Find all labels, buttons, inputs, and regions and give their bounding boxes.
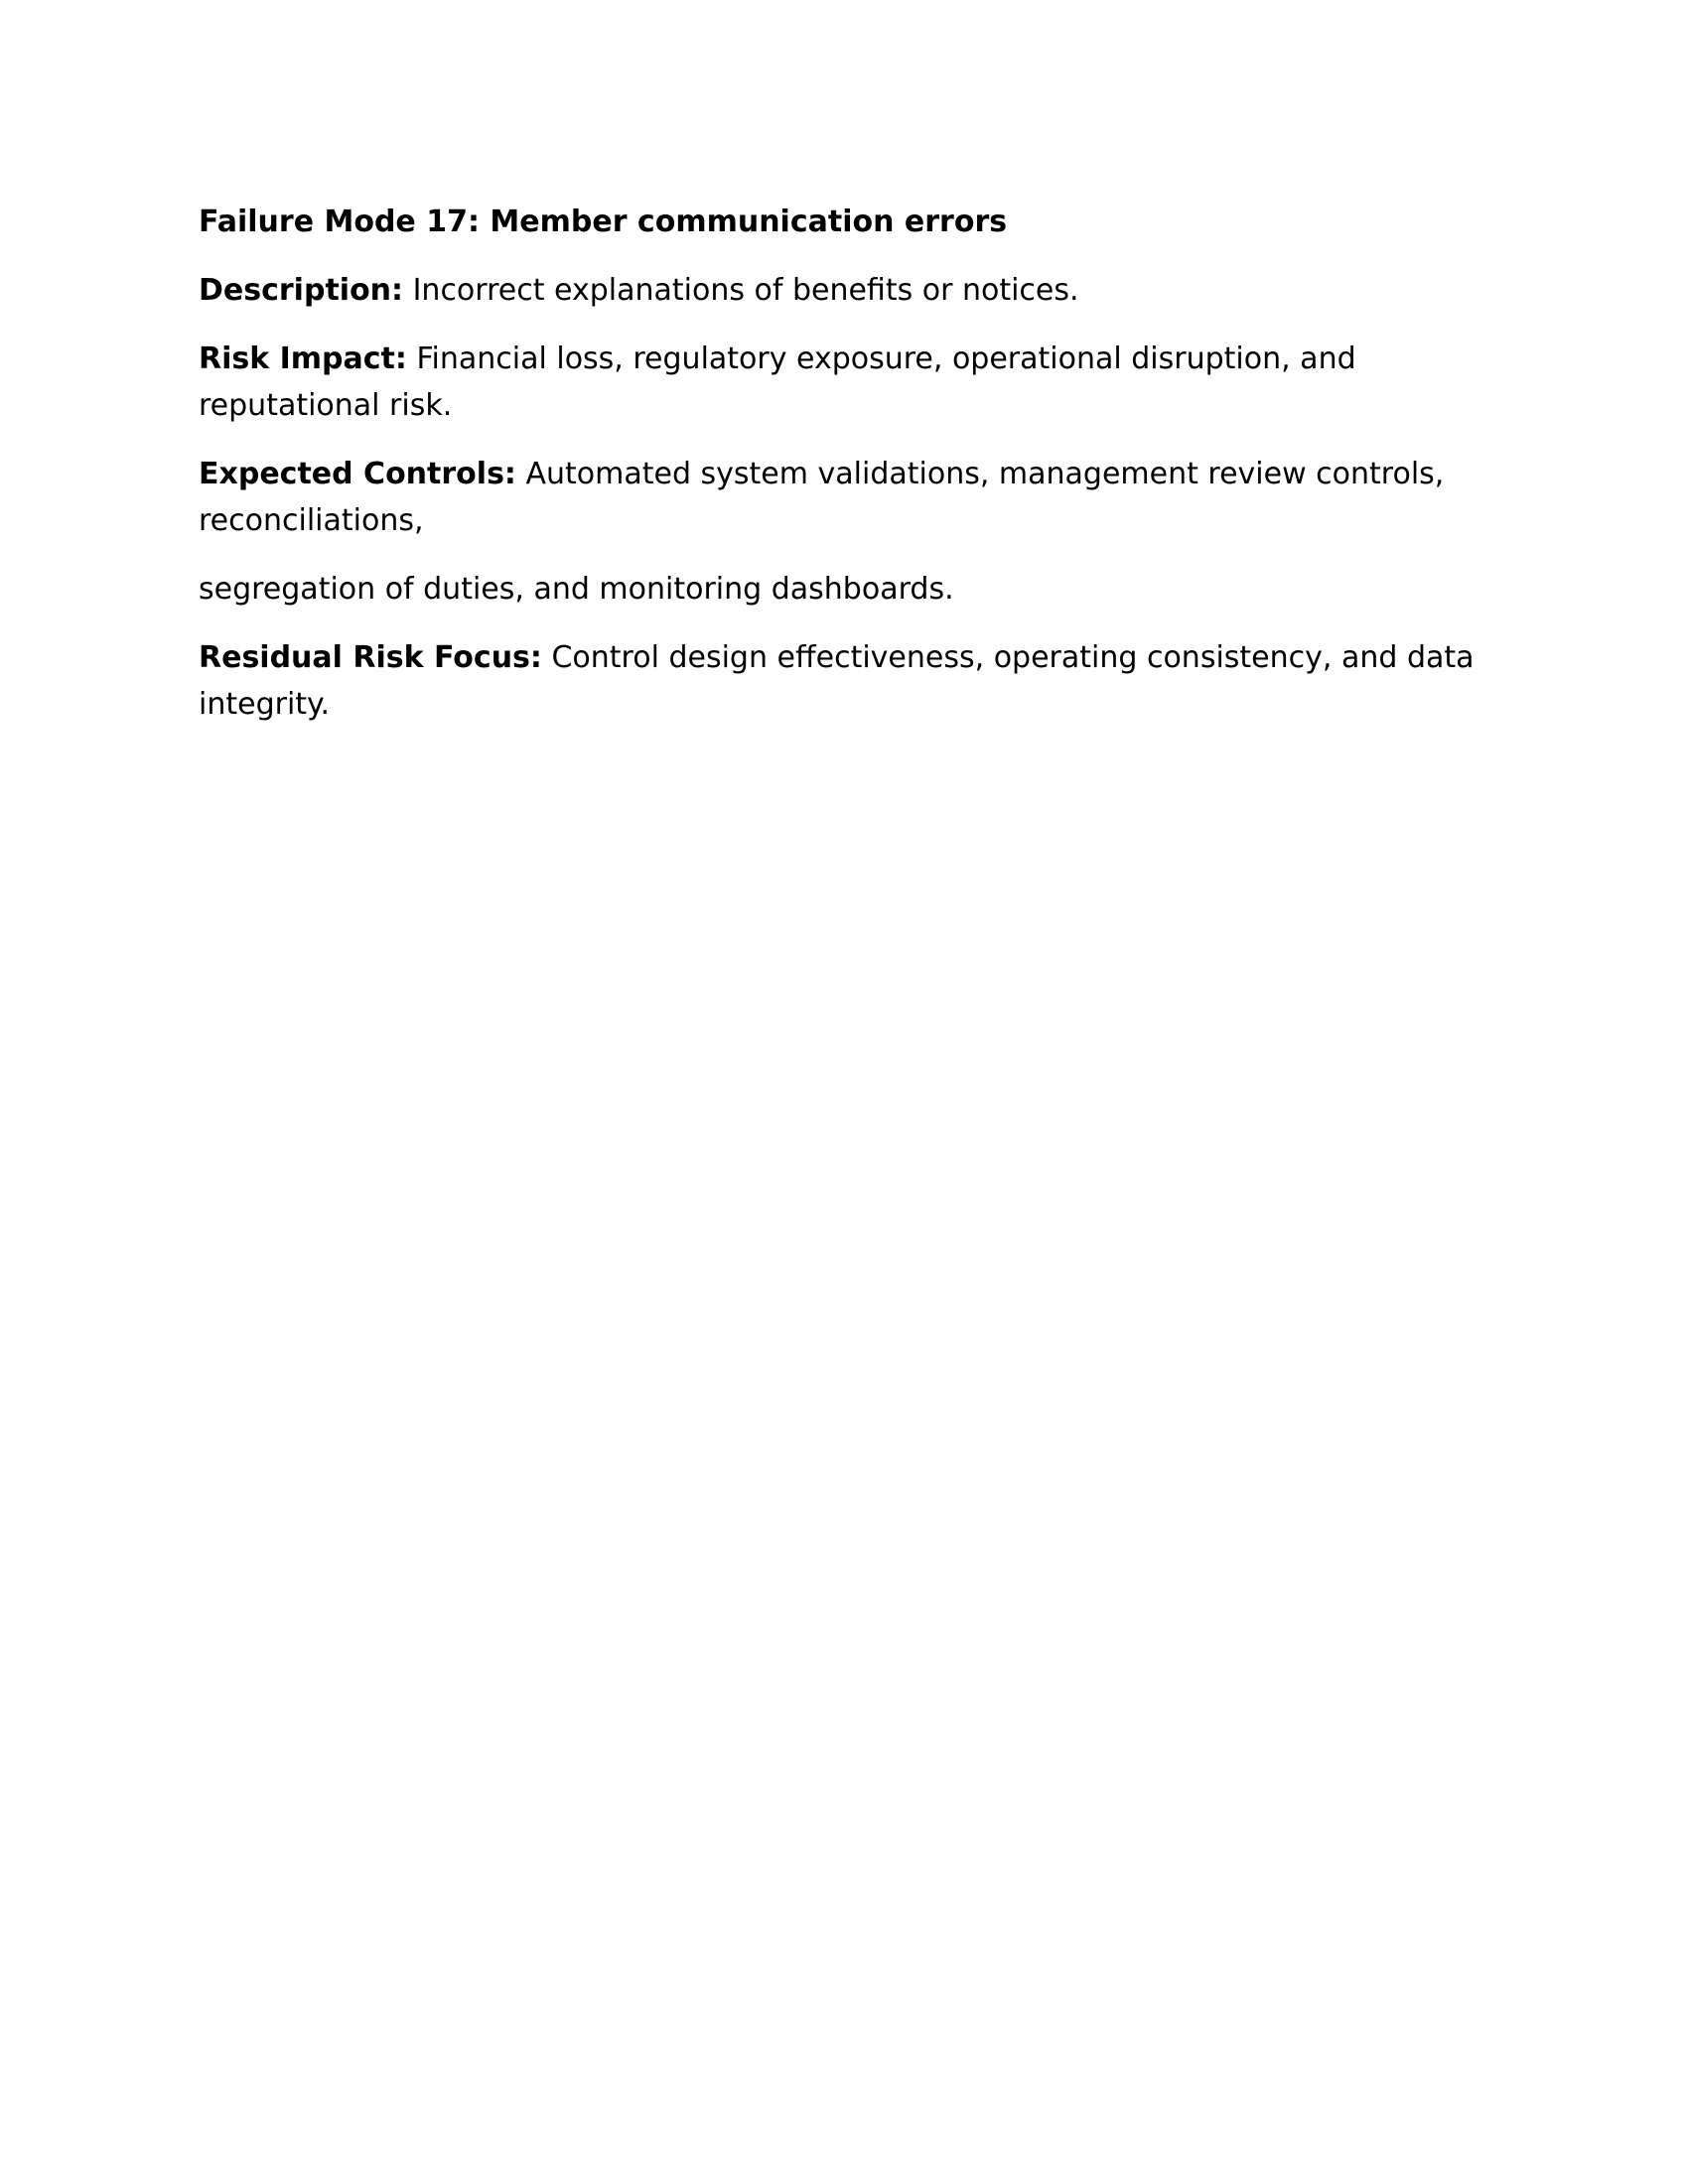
residual-risk-label: Residual Risk Focus: [199, 640, 542, 675]
risk-impact-paragraph [199, 336, 1489, 429]
description-label: Description: [199, 273, 404, 308]
expected-controls-continuation [199, 566, 1489, 613]
expected-controls-text: Automated system validations, management review controls, reconciliations, [199, 457, 1445, 538]
document-content [199, 199, 1489, 750]
risk-impact-text: Financial loss, regulatory exposure, operational disruption, and reputational risk. [199, 341, 1356, 423]
residual-risk-paragraph [199, 634, 1489, 728]
residual-risk-text: Control design effectiveness, operating consistency, and data integrity. [199, 640, 1475, 722]
expected-controls-paragraph [199, 451, 1489, 544]
expected-controls-label: Expected Controls: [199, 457, 516, 491]
risk-impact-label: Risk Impact: [199, 341, 407, 376]
failure-mode-title: Failure Mode 17: Member communication errors [199, 205, 1008, 239]
description-paragraph [199, 267, 1489, 314]
expected-controls-continuation-text: segregation of duties, and monitoring dashboards. [199, 572, 954, 607]
description-text: Incorrect explanations of benefits or notices. [412, 273, 1079, 308]
